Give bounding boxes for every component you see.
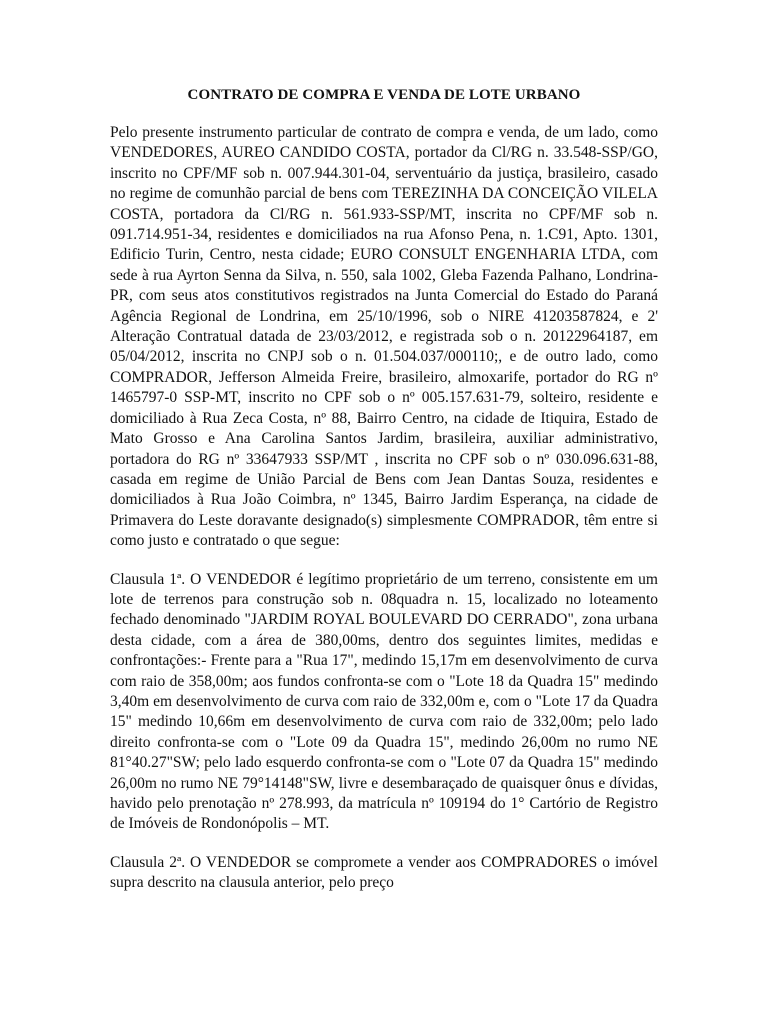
contract-preamble-paragraph: Pelo presente instrumento particular de contrato de compra e venda, de um lado, como VENDEDORES, AUREO CANDIDO COSTA, portador da Cl/RG n. 33.548-SSP/GO, inscrito no CPF/MF sob n. 007.944.301-04, serventuário da justiça, brasileiro, casado no regime de comunhão parcial de bens com TEREZINHA DA CONCEIÇÃO VILELA COSTA, portadora da Cl/RG n. 561.933-SSP/MT, inscrita no CPF/MF sob n. 091.714.951-34, residentes e domiciliados na rua Afonso Pena, n. 1.C91, Apto. 1301, Edificio Turin, Centro, nesta cidade; EURO CONSULT ENGENHARIA LTDA, com sede à rua Ayrton Senna da Silva, n. 550, sala 1002, Gleba Fazenda Palhano, Londrina-PR, com seus atos constitutivos registrados na Junta Comercial do Estado do Paraná Agência Regional de Londrina, em 25/10/1996, sob o NIRE 41203587824, e 2' Alteração Contratual datada de 23/03/2012, e registrada sob o n. 20122964187, em 05/04/2012, inscrita no CNPJ sob o n. 01.504.037/000110;, e de outro lado, como COMPRADOR, Jefferson Almeida Freire, brasileiro, almoxarife, portador do RG nº 1465797-0 SSP-MT, inscrito no CPF sob o nº 005.157.631-79, solteiro, residente e domiciliado à Rua Zeca Costa, nº 88, Bairro Centro, na cidade de Itiquira, Estado de Mato Grosso e Ana Carolina Santos Jardim, brasileira, auxiliar administrativo, portadora do RG nº 33647933 SSP/MT , inscrita no CPF sob o nº 030.096.631-88, casada em regime de União Parcial de Bens com Jean Dantas Souza, residentes e domiciliados à Rua João Coimbra, nº 1345, Bairro Jardim Esperança, na cidade de Primavera do Leste doravante designado(s) simplesmente COMPRADOR, têm entre si como justo e contratado o que segue: [110,124,658,550]
clause-2-paragraph: Clausula 2ª. O VENDEDOR se compromete a vender aos COMPRADORES o imóvel supra descrito na clausula anterior, pelo preço [110,853,658,892]
contract-title: CONTRATO DE COMPRA E VENDA DE LOTE URBANO [187,87,581,103]
document-body [110,84,658,894]
clause-1-paragraph: Clausula 1ª. O VENDEDOR é legítimo proprietário de um terreno, consistente em um lote de terrenos para construção sob n. 08quadra n. 15, localizado no loteamento fechado denominado "JARDIM ROYAL BOULEVARD DO CERRADO", zona urbana desta cidade, com a área de 380,00ms, dentro dos seguintes limites, medidas e confrontações:- Frente para a "Rua 17", medindo 15,17m em desenvolvimento de curva com raio de 358,00m; aos fundos confronta-se com o "Lote 18 da Quadra 15" medindo 3,40m em desenvolvimento de curva com raio de 332,00m e, com o "Lote 17 da Quadra 15" medindo 10,66m em desenvolvimento de curva com raio de 332,00m; pelo lado direito confronta-se com o "Lote 09 da Quadra 15", medindo 26,00m no rumo NE 81°40.27"SW; pelo lado esquerdo confronta-se com o "Lote 07 da Quadra 15" medindo 26,00m no rumo NE 79°14148"SW, livre e desembaraçado de quaisquer ônus e dívidas, havido pelo prenotação nº 278.993, da matrícula nº 109194 do 1° Cartório de Registro de Imóveis de Rondonópolis – MT. [110,570,658,833]
